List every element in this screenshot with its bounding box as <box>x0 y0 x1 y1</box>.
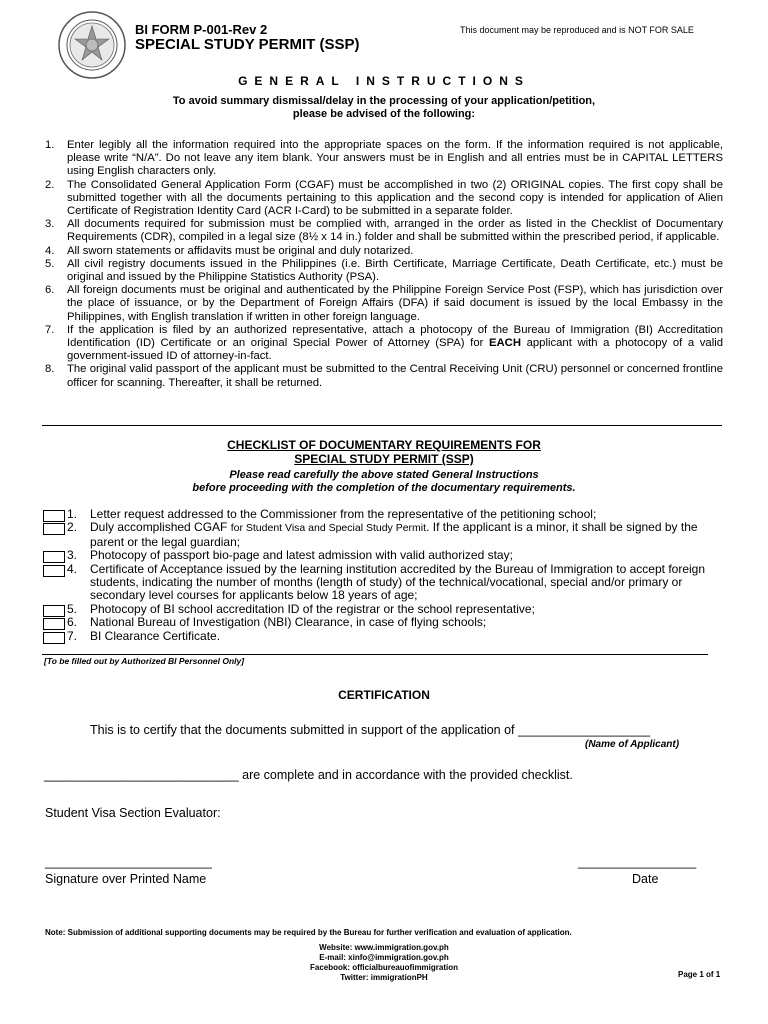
date-label: Date <box>632 872 659 886</box>
checkbox[interactable] <box>43 565 65 577</box>
checkbox[interactable] <box>43 523 65 535</box>
twitter-link[interactable]: Twitter: immigrationPH <box>340 973 428 982</box>
checklist-item: 1. Letter request addressed to the Commissioner from the representative of the petitioning school; <box>43 508 723 521</box>
instruction-item: 6. All foreign documents must be original and authenticated by the Philippine Foreign Service Post (FSP), which has jurisdiction over the place of issuance, or by the Department of Foreign Affairs (DFA) if said document is issued by the local Embassy in the Philippines, with English translation if written in other foreign language. <box>45 284 723 323</box>
form-title: SPECIAL STUDY PERMIT (SSP) <box>135 36 360 53</box>
website-link[interactable]: Website: www.immigration.gov.ph <box>319 943 449 952</box>
certification-statement: This is to certify that the documents submitted in support of the application of ___________________ <box>90 723 651 737</box>
certification-title: CERTIFICATION <box>338 688 430 702</box>
facebook-link[interactable]: Facebook: officialbureauofimmigration <box>309 963 458 972</box>
instruction-item: 7. If the application is filed by an authorized representative, attach a photocopy of the Bureau of Immigration (BI) Accreditation Identification (ID) Certificate or an original Special Power of Attorney (SPA) for EACH applicant with a photocopy of a valid government-issued ID of attorney-in-fact. <box>45 323 723 363</box>
checklist-item: 3. Photocopy of passport bio-page and latest admission with valid authorized stay; <box>43 549 723 562</box>
instruction-item: 1. Enter legibly all the information required into the appropriate spaces on the form. If the information required is not applicable, please write “N/A”. Do not leave any item blank. Your answers must be in English and all entries must be in CAPITAL LETTERS using English characters only. <box>45 139 723 178</box>
certification-statement-continued: ____________________________ are complete and in accordance with the provided checklist. <box>44 768 573 782</box>
section-divider <box>42 654 708 655</box>
evaluator-label: Student Visa Section Evaluator: <box>45 806 221 820</box>
contact-info <box>0 943 768 983</box>
instruction-item: 8. The original valid passport of the applicant must be submitted to the Central Receiving Unit (CRU) personnel or concerned frontline officer for scanning. Thereafter, it shall be returned. <box>45 363 723 389</box>
footer-note: Note: Submission of additional supporting documents may be required by the Bureau for further verification and evaluation of application. <box>45 928 572 937</box>
general-instructions-subtitle <box>0 95 768 121</box>
form-number: BI FORM P-001-Rev 2 <box>135 22 268 37</box>
instruction-item: 3. All documents required for submission must be complied with, arranged in the order as listed in the Checklist of Documentary Requirements (CDR), compiled in a legal size (8½ x 14 in.) folder and shall be submitted within the prescribed period, if applicable. <box>45 218 723 244</box>
checklist <box>43 508 723 643</box>
checkbox[interactable] <box>43 605 65 617</box>
checklist-item: 6. National Bureau of Investigation (NBI) Clearance, in case of flying schools; <box>43 616 723 629</box>
page-number: Page 1 of 1 <box>678 970 721 979</box>
name-of-applicant-label: (Name of Applicant) <box>585 739 680 750</box>
instruction-item: 2. The Consolidated General Application Form (CGAF) must be accomplished in two (2) ORIGINAL copies. The first copy shall be submitted together with all the documents pertaining to this application and the second copy is intended for application of Alien Certificate of Registration Identity Card (ACR I-Card) to be submitted in a separate folder. <box>45 178 723 218</box>
email-link[interactable]: E-mail: xinfo@immigration.gov.ph <box>319 953 449 962</box>
checkbox[interactable] <box>43 618 65 630</box>
subtitle-line-1: To avoid summary dismissal/delay in the processing of your application/petition, <box>172 95 596 107</box>
subtitle-line-2: please be advised of the following: <box>292 108 476 120</box>
bi-personnel-note: [To be filled out by Authorized BI Personnel Only] <box>44 656 245 666</box>
checklist-note: Please read carefully the above stated General Instructions before proceeding with the completion of the documentary requirements. <box>192 469 576 494</box>
instruction-item: 5. All civil registry documents issued in the Philippines (i.e. Birth Certificate, Marriage Certificate, Death Certificate, etc.) must be original and issued by the Philippine Statistics Authority (PSA). <box>45 257 723 284</box>
checklist-item: 7. BI Clearance Certificate. <box>43 630 723 643</box>
checkbox[interactable] <box>43 632 65 644</box>
reproduction-note: This document may be reproduced and is NOT FOR SALE <box>460 25 694 35</box>
checkbox[interactable] <box>43 510 65 522</box>
section-divider <box>42 425 722 426</box>
general-instructions-title: GENERAL INSTRUCTIONS <box>238 74 530 88</box>
checklist-item: 4. Certificate of Acceptance issued by the learning institution accredited by the Bureau of Immigration to accept foreign students, indicating the number of months (length of study) of the technical/vocational, special and/or primary or secondary level courses for applicants below 18 years of age; <box>43 563 723 603</box>
date-line: _________________ <box>578 855 697 869</box>
signature-line: ________________________ <box>45 855 212 869</box>
checklist-item: 5. Photocopy of BI school accreditation ID of the registrar or the school representative; <box>43 603 723 616</box>
checklist-title: CHECKLIST OF DOCUMENTARY REQUIREMENTS FOR SPECIAL STUDY PERMIT (SSP) <box>227 438 541 466</box>
checkbox[interactable] <box>43 551 65 563</box>
instructions-list <box>42 139 723 390</box>
instruction-item: 4. All sworn statements or affidavits must be original and duly notarized. <box>45 244 414 257</box>
signature-label: Signature over Printed Name <box>45 872 207 886</box>
checklist-item: 2. Duly accomplished CGAF for Student Visa and Special Study Permit. If the applicant is a minor, it shall be signed by the parent or the legal guardian; <box>43 521 723 549</box>
bureau-seal-logo <box>57 10 127 80</box>
